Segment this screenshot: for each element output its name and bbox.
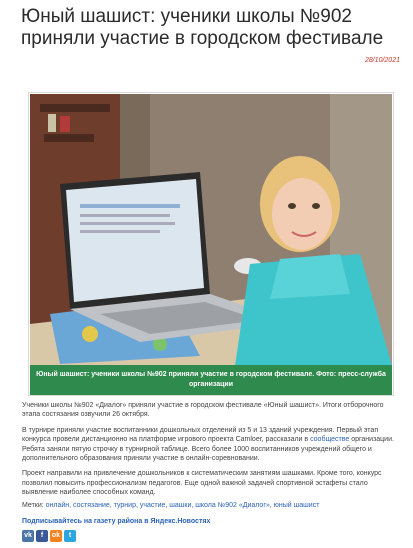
subscribe-link[interactable]: Подписывайтесь на газету района в Яндекс.Новостях <box>22 518 211 525</box>
article-body <box>22 401 394 504</box>
article-title: Юный шашист: ученики школы №902 приняли участие в городском фестивале <box>21 6 384 49</box>
paragraph-2-start: В турнире приняли участие воспитанники дошкольных отделений из 5 и 13 зданий учреждения. Первый этап конкурса провели дистанционно на платформе игрового проекта Camloer, рассказали в <box>22 426 379 444</box>
paragraph-3: Проект направили на привлечение дошкольников к систематическим занятиям шашками. Кроме того, конкурс позволил повысить профессионализм педагогов. Еще одной важной задачей спортивной эстафеты стало выявление наиболее способных команд. <box>22 470 382 497</box>
odnoklassniki-icon[interactable]: ok <box>50 530 62 542</box>
telegram-icon[interactable]: t <box>64 530 76 542</box>
vk-icon[interactable]: vk <box>22 530 34 542</box>
social-share <box>22 530 76 542</box>
paragraph-1: Ученики школы №902 «Диалог» приняли участие в городском фестивале «Юный шашист». Итоги отборочного этапа состязания озвучили 26 октября. <box>22 402 384 419</box>
article-figure <box>28 92 394 396</box>
photo-illustration <box>30 94 392 366</box>
paragraph-2 <box>22 426 394 464</box>
article-photo[interactable] <box>30 94 392 366</box>
article-date: 28/10/2021 <box>364 57 400 64</box>
photo-caption: Юный шашист: ученики школы №902 приняли участие в городском фестивале. Фото: пресс-служба организации <box>30 365 392 395</box>
facebook-icon[interactable]: f <box>36 530 48 542</box>
community-link[interactable]: сообществе <box>310 436 350 444</box>
tags-row <box>22 502 394 509</box>
tags-list[interactable]: онлайн, состязание, турнир, участие, шашки, школа №902 «Диалог», юный шашист <box>45 502 320 509</box>
paragraph-2-end: организации. Ребята заняли пятую строчку в турнирной таблице. Всего более 1000 воспитанников учреждений общего и дополнительного образования приняли участие в онлайн-соревновании. <box>22 436 394 463</box>
tags-label: Метки: <box>22 502 44 509</box>
